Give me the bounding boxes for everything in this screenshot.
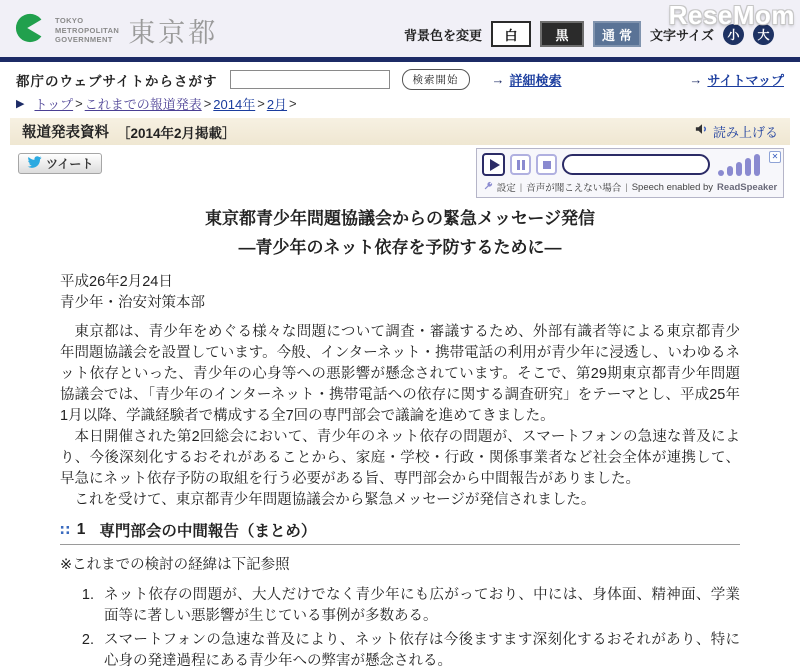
breadcrumb-separator: >	[203, 96, 212, 111]
bg-black-button[interactable]: 黒	[540, 21, 584, 47]
player-settings-link[interactable]: 設定	[496, 183, 516, 194]
bg-normal-button[interactable]: 通常	[593, 21, 641, 47]
twitter-bird-icon	[27, 156, 42, 172]
breadcrumb	[0, 93, 800, 118]
arrow-right-icon: →	[689, 72, 703, 87]
sitemap-link[interactable]: サイトマップ	[707, 73, 784, 88]
stop-button[interactable]	[536, 154, 557, 175]
logo-org-text	[55, 16, 119, 44]
pause-icon	[517, 160, 520, 170]
player-footer	[477, 180, 783, 194]
volume-bar	[736, 162, 742, 176]
breadcrumb-separator: >	[257, 96, 265, 111]
readspeaker-brand-link[interactable]: ReadSpeaker	[717, 181, 778, 193]
findings-list	[60, 585, 740, 672]
sitemap	[689, 70, 784, 89]
site-search-bar	[0, 62, 800, 93]
bg-white-button[interactable]: 白	[491, 21, 531, 47]
readspeaker-player	[476, 148, 784, 198]
article-date: 平成26年2月24日	[60, 274, 173, 290]
read-aloud-link[interactable]	[695, 122, 778, 141]
no-audio-help-link[interactable]: 音声が聞こえない場合	[526, 183, 622, 194]
breadcrumb-separator: >	[75, 96, 83, 111]
article-department: 青少年・治安対策本部	[60, 295, 205, 311]
article-title-block	[60, 204, 740, 262]
volume-bar	[754, 154, 760, 176]
tokyo-logo[interactable]	[14, 11, 218, 50]
search-label: 都庁のウェブサイトからさがす	[16, 73, 218, 89]
volume-bar	[745, 158, 751, 176]
playback-progress-bar[interactable]	[562, 154, 710, 175]
bg-color-label: 背景色を変更	[404, 27, 483, 43]
close-icon[interactable]: ✕	[769, 151, 781, 163]
logo-line3: GOVERNMENT	[55, 35, 113, 45]
list-item: 2. スマートフォンの急速な普及により、ネット依存は今後ますます深刻化するおそれがあり、特に心身の発達過程にある青少年への弊害が懸念される。	[98, 630, 740, 672]
section-heading	[60, 519, 740, 545]
reference-note: ※これまでの検討の経緯は下記参照	[60, 557, 290, 573]
site-header	[0, 0, 800, 57]
ginkgo-leaf-icon	[14, 12, 48, 49]
wrench-icon	[483, 181, 493, 194]
breadcrumb-separator: >	[289, 96, 297, 111]
press-release-title: 報道発表資料	[22, 125, 109, 141]
logo-jp-text: 東京都	[128, 18, 219, 48]
section-number: 1	[76, 521, 86, 538]
pause-icon	[522, 160, 525, 170]
article-title-line1: 東京都青少年問題協議会からの緊急メッセージ発信	[205, 209, 595, 228]
share-and-player-row	[16, 148, 784, 200]
breadcrumb-link-february[interactable]: 2月	[266, 97, 288, 112]
advanced-search-link[interactable]: 詳細検索	[509, 73, 562, 88]
search-input[interactable]	[230, 70, 390, 89]
arrow-right-icon: →	[491, 72, 505, 87]
play-icon	[490, 159, 500, 171]
list-item: 1. ネット依存の問題が、大人だけでなく青少年にも広がっており、中には、身体面、精神面、学業面等に著しい悪影響が生じている事例が多数ある。	[98, 585, 740, 627]
powered-by-text: Speech enabled by	[631, 181, 714, 193]
press-release-bar	[10, 118, 790, 145]
article-paragraph: 東京都は、青少年をめぐる様々な問題について調査・審議するため、外部有識者等による東京都青少年問題協議会を設置しています。今般、インターネット・携帯電話の利用が青少年に浸透し、いわゆるネット依存といった、青少年の心身等への悪影響が懸念されています。そこで、第29期東京都青少年問題協議会では、「青少年のインターネット・携帯電話への依存に関する調査研究」をテーマとし、平成25年1月以降、学識経験者で構成する全7回の専門部会で議論を進めてきました。	[60, 324, 740, 424]
read-aloud-label: 読み上げる	[712, 125, 778, 140]
breadcrumb-link-2014[interactable]: 2014年	[213, 97, 256, 112]
search-start-button[interactable]: 検索開始	[402, 69, 470, 90]
press-release-posted-date: ［2014年2月掲載］	[117, 125, 236, 141]
volume-bar	[727, 166, 733, 176]
volume-bar	[718, 170, 724, 176]
advanced-search	[492, 70, 562, 89]
logo-line1: TOKYO	[55, 16, 84, 26]
stop-icon	[543, 161, 551, 169]
article-paragraph: これを受けて、東京都青少年問題協議会から緊急メッセージが発信されました。	[74, 492, 596, 508]
article-body	[0, 200, 800, 672]
article-title-line2: ―青少年のネット依存を予防するために―	[238, 238, 562, 257]
section-marker-icon: ∷	[60, 521, 70, 538]
speaker-icon	[695, 122, 709, 141]
pause-button[interactable]	[510, 154, 531, 175]
tweet-button-label: ツイート	[46, 157, 94, 171]
tweet-button[interactable]	[18, 153, 102, 174]
font-size-label: 文字サイズ	[650, 27, 714, 43]
volume-bars-icon	[718, 154, 760, 176]
logo-line2: METROPOLITAN	[55, 25, 120, 35]
article-paragraph: 本日開催された第2回総会において、青少年のネット依存の問題が、スマートフォンの急速な普及により、今後深刻化するおそれがあることから、家庭・学校・行政・関係事業者など社会全体が連携して、早急にネット依存予防の取組を行う必要がある旨、専門部会から中間報告がありました。	[60, 429, 740, 487]
section-title: 専門部会の中間報告（まとめ）	[99, 523, 317, 540]
font-size-small-button[interactable]: 小	[723, 24, 744, 45]
breadcrumb-link-press-releases[interactable]: これまでの報道発表	[84, 97, 202, 112]
footer-separator: |	[519, 181, 523, 193]
breadcrumb-link-top[interactable]: トップ	[34, 97, 74, 112]
player-controls	[477, 149, 783, 176]
article-meta	[60, 272, 740, 314]
font-size-large-button[interactable]: 大	[753, 24, 774, 45]
footer-separator: |	[625, 181, 628, 193]
resemom-watermark: ReseMom	[668, 0, 795, 30]
breadcrumb-arrow-icon: ▶	[16, 98, 25, 110]
play-button[interactable]	[482, 153, 505, 176]
